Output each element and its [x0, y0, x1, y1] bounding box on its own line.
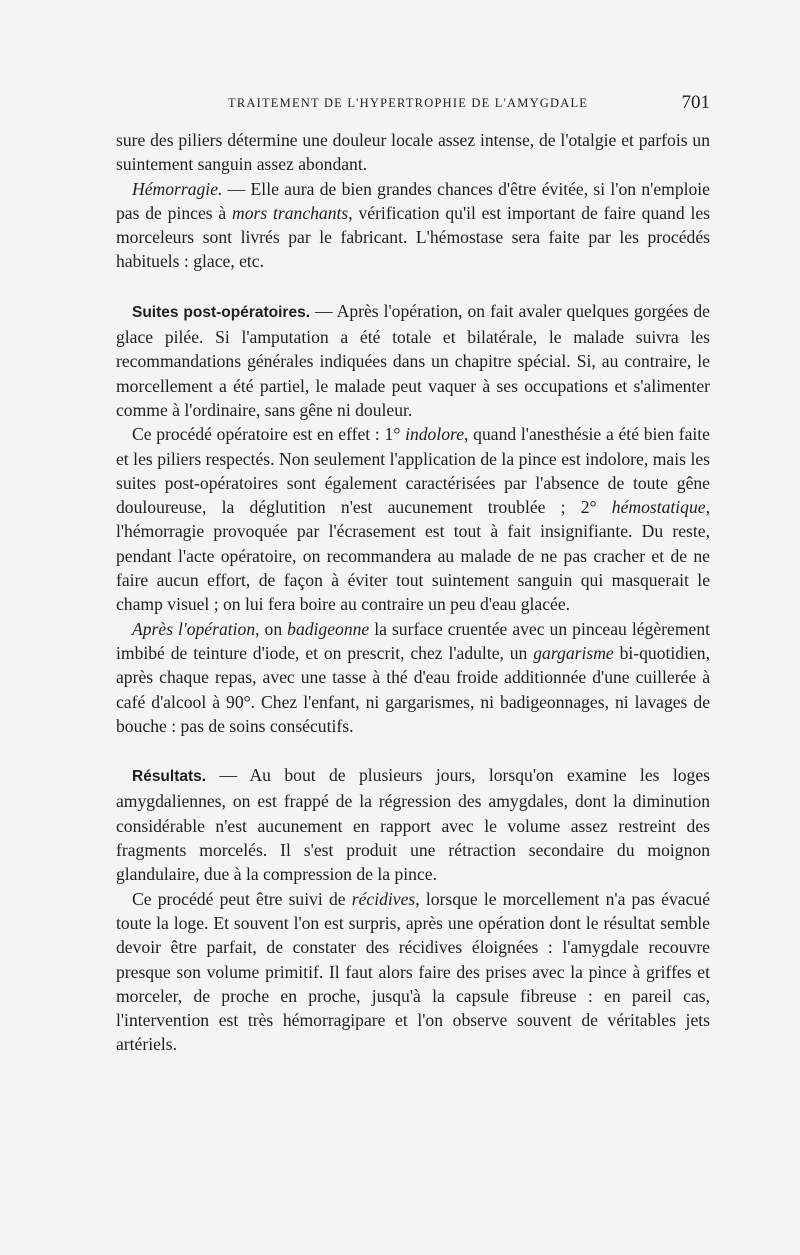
italic-term: Après l'opération: [132, 618, 256, 639]
paragraph-text: , quand l'anesthésie a été bien faite et les piliers respectés. Non seulement l'application de la pince est indolore, mais les suites post-opératoires sont également caractérisées par l'absence de toute gêne douloureuse, la déglutition n'est aucunement troublée ; 2°: [116, 424, 710, 518]
section-heading: Résultats.: [132, 768, 207, 786]
paragraph-text: , on: [255, 618, 288, 639]
body-text: [116, 128, 710, 1057]
paragraph-hemorragie: [116, 177, 710, 274]
paragraph-apres-operation: [116, 617, 710, 738]
paragraph-procede-operatoire: [116, 422, 710, 616]
running-head: [116, 92, 710, 116]
page-number: 701: [681, 92, 710, 113]
paragraph-text: sure des piliers détermine une douleur locale assez intense, de l'otalgie et parfois un suintement sanguin assez abondant.: [116, 130, 710, 175]
paragraph-text: , l'hémorragie provoquée par l'écrasement est tout à fait insignifiante. Du reste, pendant l'acte opératoire, on recommandera au malade de ne pas cracher et de ne faire aucun effort, de façon à éviter tout suintement sanguin qui masquerait le champ visuel ; on lui fera boire au contraire un peu d'eau glacée.: [116, 497, 710, 615]
section-heading: Suites post-opératoires.: [132, 303, 311, 321]
paragraph-text: , vérification qu'il est important de faire quand les morceleurs sont livrés par le fabricant. L'hémostase sera faite par les procédés habituels : glace, etc.: [116, 202, 710, 272]
paragraph-text: , lorsque le morcellement n'a pas évacué toute la loge. Et souvent l'on est surpris, après une opération dont le résultat semble devoir être parfait, de constater des récidives éloignées : l'amygdale recouvre presque son volume primitif. Il faut alors faire des prises avec la pince à griffes et morceler, de proche en proche, jusqu'à la capsule fibreuse : en pareil cas, l'intervention est très hémorragipare et l'on observe souvent de véritables jets artériels.: [116, 888, 711, 1055]
run-in-term: Hémorragie.: [132, 178, 223, 199]
running-title: TRAITEMENT DE L'HYPERTROPHIE DE L'AMYGDALE: [228, 96, 589, 110]
paragraph-resultats: [116, 763, 710, 886]
italic-term: gargarisme: [533, 642, 614, 663]
paragraph-text: — Elle aura de bien grandes chances d'être évitée, si l'on n'emploie pas de pinces à: [116, 178, 710, 223]
paragraph-text: bi-quotidien, après chaque repas, avec une tasse à thé d'eau froide additionnée d'une cuillerée à café d'alcool à 90°. Chez l'enfant, ni gargarismes, ni badigeonnages, ni lavages de bouche : pas de soins consécutifs.: [116, 642, 710, 736]
paragraph-text: Ce procédé opératoire est en effet : 1°: [132, 424, 406, 445]
paragraph-recidives: [116, 887, 710, 1057]
paragraph-text: — Après l'opération, on fait avaler quelques gorgées de glace pilée. Si l'amputation a été totale et bilatérale, le malade suivra les recommandations générales indiquées dans un chapitre spécial. Si, au contraire, le morcellement a été partiel, le malade peut vaquer à ses occupations et s'alimenter comme à l'ordinaire, sans gêne ni douleur.: [116, 300, 710, 420]
italic-term: mors tranchants: [232, 202, 349, 223]
paragraph-continuation: [116, 128, 710, 177]
paragraph-suites-post-operatoires: [116, 299, 710, 422]
italic-term: récidives: [351, 888, 416, 909]
italic-term: indolore: [405, 424, 465, 445]
paragraph-text: — Au bout de plusieurs jours, lorsqu'on examine les loges amygdaliennes, on est frappé de la régression des amygdales, dont la diminution considérable n'est aucunement en rapport avec le volume assez restreint des fragments morcelés. Il s'est produit une rétraction secondaire du moignon glandulaire, due à la compression de la pince.: [116, 765, 710, 885]
paragraph-text: la surface cruentée avec un pinceau légèrement imbibé de teinture d'iode, et on prescrit, chez l'adulte, un: [116, 618, 711, 663]
italic-term: badigeonne: [287, 618, 370, 639]
italic-term: hémostatique: [611, 497, 706, 518]
paragraph-text: Ce procédé peut être suivi de: [132, 888, 352, 909]
